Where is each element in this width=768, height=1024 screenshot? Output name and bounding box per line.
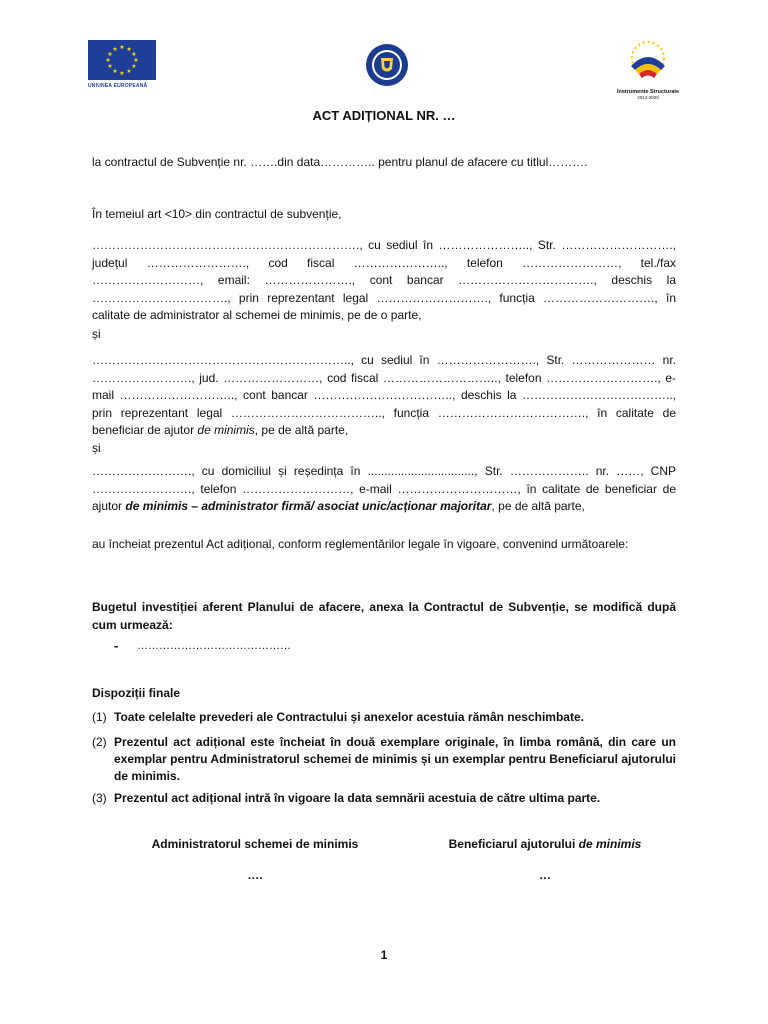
item-text: Prezentul act adițional este încheiat în două exemplare originale, în limba română, din care un exemplar pentru Administratorul schemei de minimis și un exemplar pentru Beneficiarul ajutorului de minimis.: [114, 735, 676, 783]
item-number: (1): [92, 710, 107, 724]
item-text: Prezentul act adițional intră în vigoare la data semnării acestuia de către ultima parte.: [114, 791, 601, 805]
party-3-emphasis: de minimis – administrator firmă/ asociat unic/acționar majoritar: [125, 499, 492, 513]
party-2-emphasis: de minimis: [197, 423, 255, 437]
party-2-text-end: , pe de altă parte,: [254, 423, 349, 437]
svg-text:★: ★: [131, 51, 137, 58]
svg-text:★: ★: [112, 68, 118, 75]
administrator-signature-value: ….: [247, 868, 263, 882]
legal-basis: În temeiul art <10> din contractul de subvenție,: [92, 207, 342, 221]
svg-text:★: ★: [119, 44, 125, 51]
eu-caption: UNIUNEA EUROPEANĂ: [88, 83, 148, 89]
beneficiary-label-emphasis: de minimis: [578, 837, 642, 851]
svg-text:★: ★: [105, 57, 111, 64]
party-2-text: ……………………………………………………….., cu sediul în ……………………., Str. ………………… nr. ……………………., jud. ……………………, cod fiscal ……………………….., telefon ………………………., e-mail ……………………….., cont bancar …………………………….., deschis la ……………………………….., prin reprezentant legal ……………………………….., funcția ………………………………., în calitate de beneficiar de ajutor: [92, 353, 676, 437]
final-provision-item: [92, 734, 676, 785]
beneficiary-signature-value: …: [539, 868, 551, 882]
item-text: Toate celelalte prevederi ale Contractului și anexelor acestuia rămân neschimbate.: [114, 710, 584, 724]
romanian-government-seal-icon: [364, 42, 410, 88]
beneficiary-signature-label: [420, 837, 670, 851]
administrator-signature-label: Administratorul schemei de minimis: [151, 837, 359, 851]
svg-text:★: ★: [126, 46, 132, 53]
beneficiary-label-text: Beneficiarul ajutorului: [448, 837, 579, 851]
structural-instruments-logo: [616, 40, 680, 101]
agreement-paragraph: au încheiat prezentul Act adițional, conform reglementărilor legale în vigoare, convenind următoarele:: [92, 537, 629, 551]
svg-text:★: ★: [131, 63, 137, 70]
eu-logo: [88, 40, 158, 89]
final-provision-item: [92, 709, 676, 726]
bullet-placeholder: ……………………………………: [137, 640, 291, 652]
item-number: (2): [92, 735, 107, 749]
document-title: ACT ADIȚIONAL NR. …: [312, 108, 456, 123]
item-number: (3): [92, 791, 107, 805]
bullet-mark: -: [114, 638, 119, 653]
conjunction-1: și: [92, 327, 101, 341]
svg-text:★: ★: [133, 57, 139, 64]
svg-text:★: ★: [119, 70, 125, 77]
page-number: 1: [380, 948, 388, 962]
budget-paragraph: Bugetul investiției aferent Planului de afacere, anexa la Contractul de Subvenție, se modifică după cum urmează:: [92, 600, 676, 632]
party-3-text-end: , pe de altă parte,: [491, 499, 585, 513]
svg-text:★: ★: [107, 63, 113, 70]
party-3-text: ……………………., cu domiciliul și reședința în ................................, Str. ……………….. nr. ……, CNP ……………………., telefon ………………………, e-mail …………………………, în calitate de beneficiar de ajutor: [92, 464, 676, 513]
header-logos: [88, 40, 680, 100]
is-years: 2014-2020: [637, 95, 659, 100]
svg-text:★: ★: [126, 68, 132, 75]
party-1-paragraph: …………………………………………………………., cu sediul în ………………….., Str. ………………………., județul ……………………., cod fiscal ………………….., telefon ……………………, tel./fax ………………………, email: …………………., cont bancar ……………………………., deschis la ……………………………., prin reprezentant legal ………………………., funcția ………………………., în calitate de administrator al schemei de minimis, pe de o parte,: [92, 238, 676, 322]
eu-flag-icon: [88, 40, 156, 80]
svg-text:★: ★: [112, 46, 118, 53]
svg-text:★: ★: [107, 51, 113, 58]
is-caption: Instrumente Structurale: [616, 89, 680, 95]
structural-instruments-icon: [623, 40, 673, 84]
intro-line: la contractul de Subvenție nr. …….din data………….. pentru planul de afacere cu titlul……….: [92, 155, 588, 169]
party-2-paragraph: [92, 352, 676, 440]
conjunction-2: și: [92, 441, 101, 455]
party-3-paragraph: [92, 463, 676, 516]
final-provision-item: [92, 790, 676, 807]
final-provisions-heading: Dispoziții finale: [92, 686, 181, 700]
